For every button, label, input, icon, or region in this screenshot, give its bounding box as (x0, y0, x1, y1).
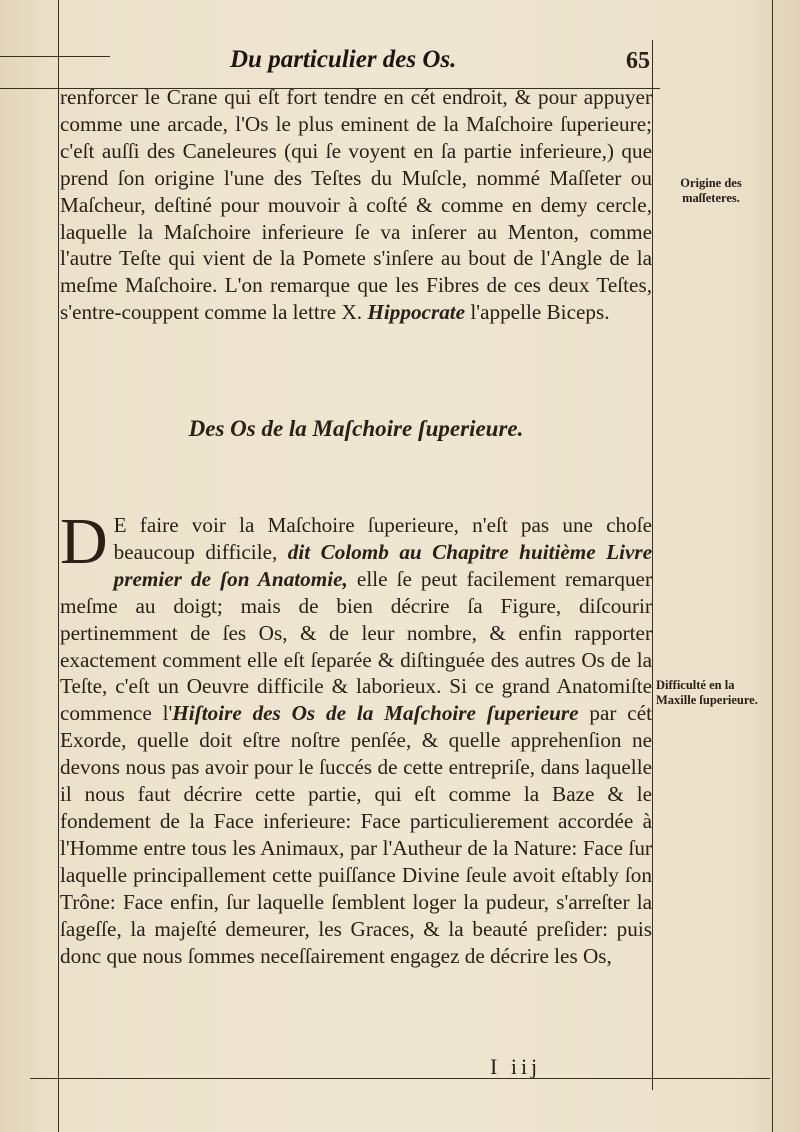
paragraph-2-italic-1: dit Colomb au Chapitre huitième Livre premier de ſon Anatomie, (113, 539, 653, 591)
paragraph-1-end: l'appelle Biceps. (470, 300, 610, 325)
paragraph-2-mid: elle ſe peut facilement remarquer meſme au doigt; mais de bien décrire ſa Figure, diſcourir pertinemment de ſes Os, & de leur nombre, & enfin rapporter exactement comment elle eſt ſeparée & diſtinguée des autres Os de la Teſte, c'eſt un Oeuvre difficile & laborieux. Si ce grand Anatomiſte commence l' (60, 566, 652, 726)
right-text-rule (652, 40, 653, 1090)
paragraph-2-start: E faire voir la Maſchoire ſuperieure, n'eſt pas une choſe beaucoup difficile, (113, 513, 652, 564)
paragraph-2 (60, 505, 653, 969)
signature-mark: I iij (490, 1054, 542, 1079)
paragraph-1 (60, 84, 652, 326)
paragraph-2-italic-2: Hiſtoire des Os de la Maſchoire ſuperieure (172, 701, 579, 726)
drop-cap: D (60, 505, 108, 578)
margin-note-origine: Origine des maſſeteres. (680, 176, 742, 205)
page-number: 65 (626, 48, 650, 74)
margin-note-difficulte: Difficulté en la Maxille ſuperieure. (656, 678, 758, 707)
section-title: Des Os de la Maſchoire ſuperieure. (188, 416, 524, 441)
page-header (60, 46, 660, 86)
paragraph-1-italic: Hippocrate (367, 300, 466, 325)
running-title: Du particulier des Os. (230, 46, 457, 73)
footer-rule (30, 1078, 770, 1079)
left-margin-rule (58, 0, 59, 1132)
paragraph-1-text: renforcer le Crane qui eſt fort tendre en cét endroit, & pour appuyer comme une arcade, l'Os le plus eminent de la Maſchoire ſuperieure; c'eſt auſſi des Caneleures (qui ſe voyent en ſa partie inferieure,) que prend ſon origine l'une des Teſtes du Muſcle, nommé Maſſeter ou Maſcheur, deſtiné pour mouvoir à coſté & comme en demy cercle, laquelle la Maſchoire inferieure ſe va inſerer au Menton, comme l'autre Teſte qui vient de la Pomete s'inſere au bout de l'Angle de la meſme Maſchoire. L'on remarque que les Fibres de ces deux Teſtes, s'entre-couppent comme la lettre X. (60, 85, 652, 325)
outer-margin-rule (772, 0, 773, 1132)
paragraph-2-end: par cét Exorde, quelle doit eſtre noſtre penſée, & quelle apprehenſion ne devons nous pas avoir pour le ſuccés de cette entrepriſe, dans laquelle il nous faut décrire cette partie, qui eſt comme la Baze & le fondement de la Face inferieure: Face particulierement accordée à l'Homme entre tous les Animaux, par l'Autheur de la Nature: Face ſur laquelle principallement cette puiſſance Divine ſeule avoit eſtably ſon Trône: Face enfin, ſur laquelle ſemblent loger la pudeur, s'arreſter la ſageſſe, la majeſté demeurer, les Graces, & la beauté preſider: puis donc que nous ſommes neceſſairement engagez de décrire les Os, (60, 701, 652, 968)
